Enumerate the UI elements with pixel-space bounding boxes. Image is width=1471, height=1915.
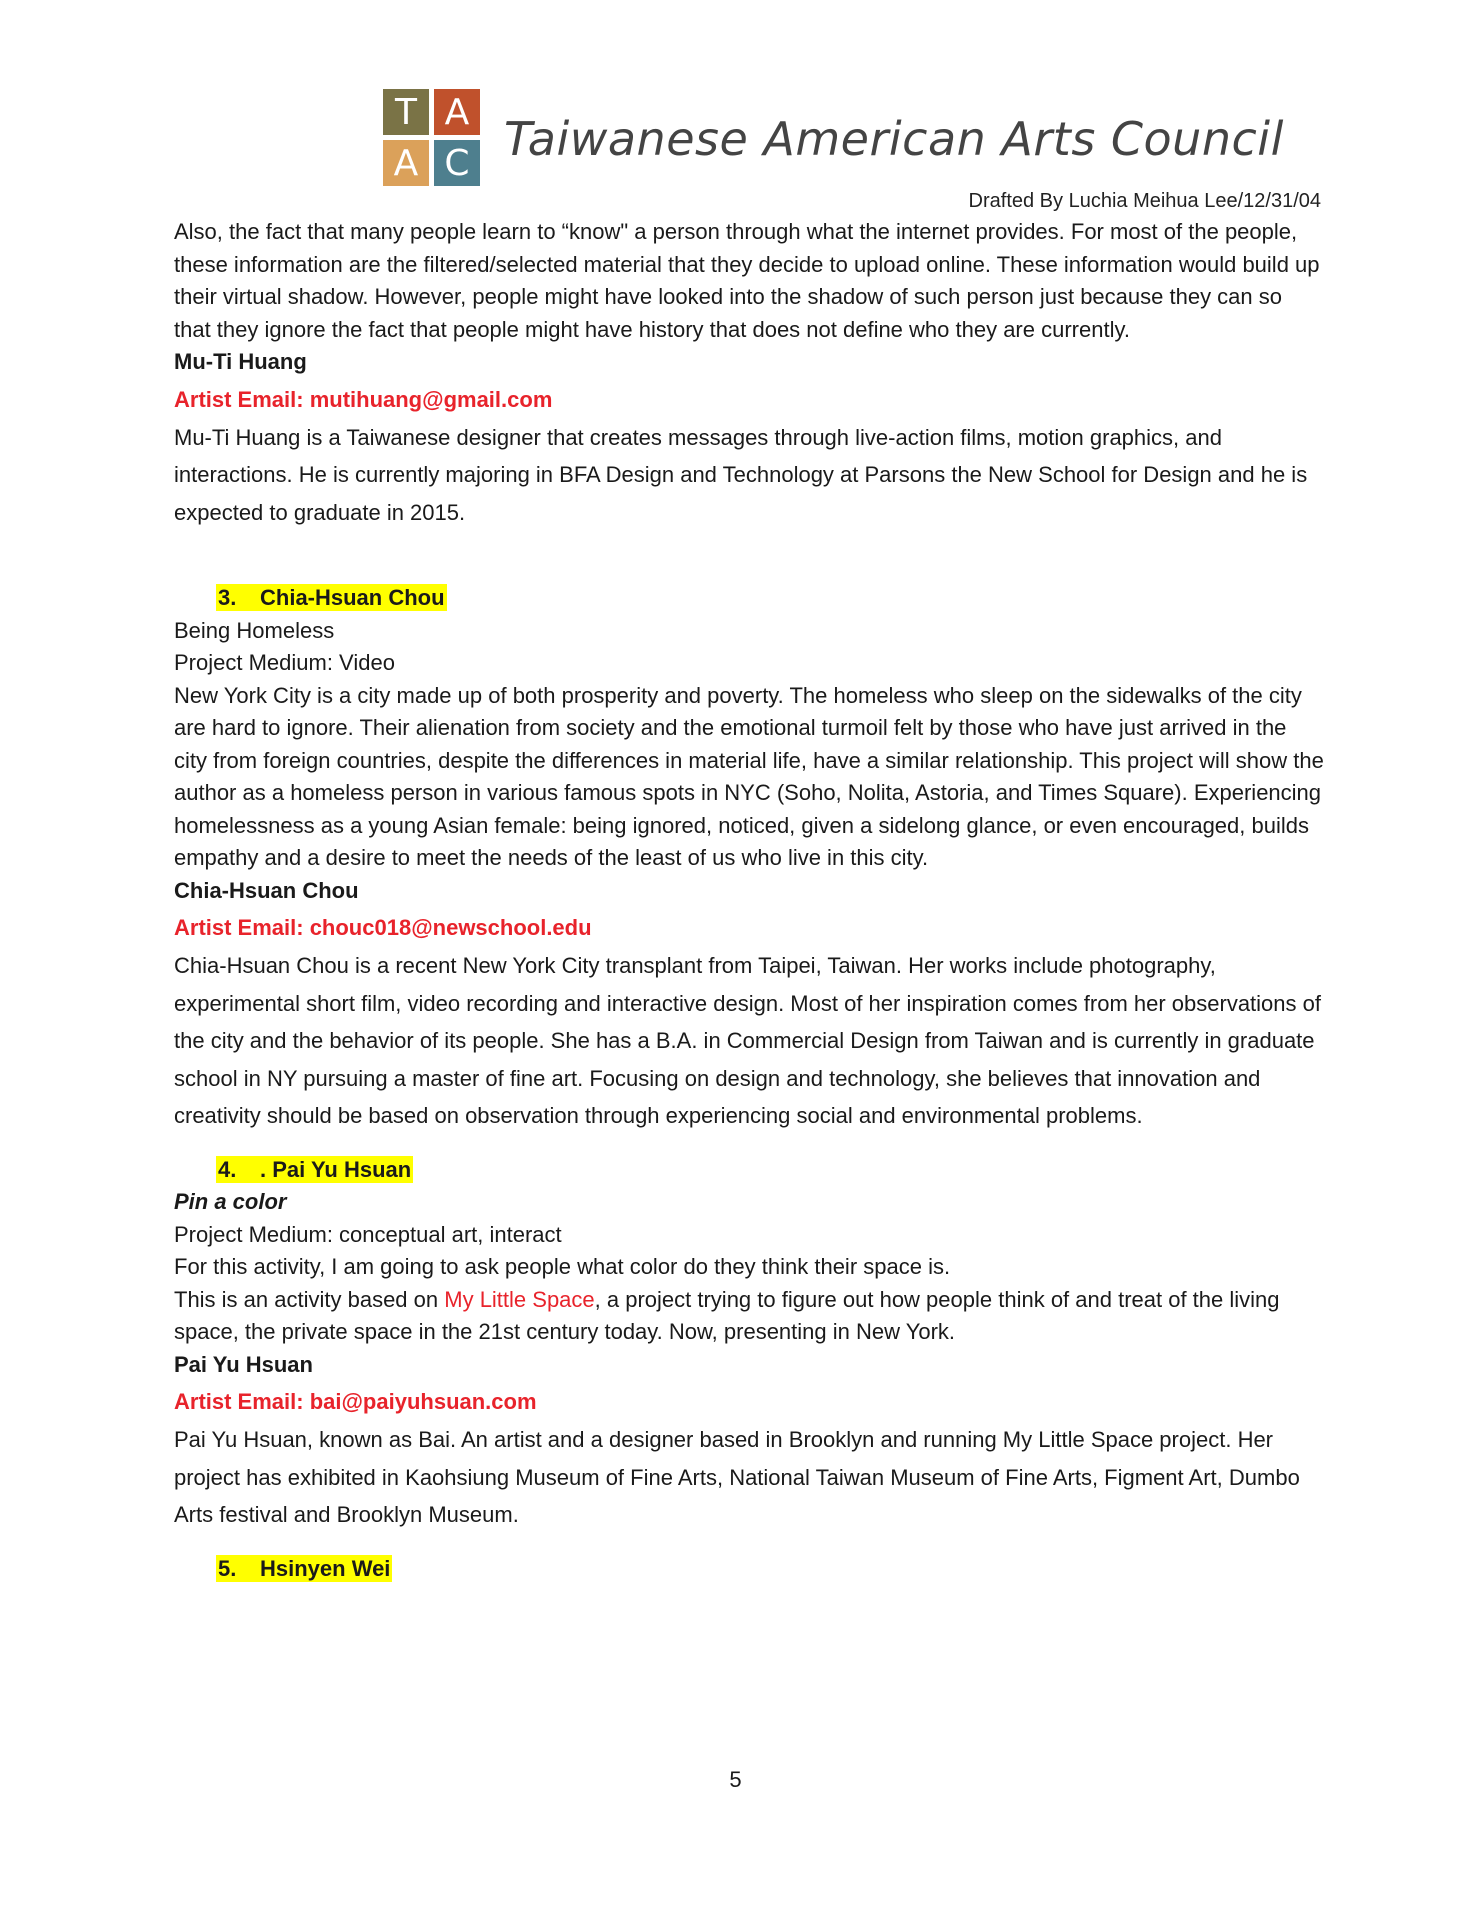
artist-name: Mu-Ti Huang bbox=[174, 349, 307, 374]
artist-bio: Mu-Ti Huang is a Taiwanese designer that creates messages through live-action films, motion graphics, and interactions. He is currently majoring in BFA Design and Technology at Parsons the New School for Design and he is expected to graduate in 2015. bbox=[174, 424, 1308, 525]
entry-highlight: 5. Hsinyen Wei bbox=[218, 1555, 391, 1581]
project-medium: Project Medium: conceptual art, interact bbox=[174, 1221, 562, 1247]
project-description: This is an activity based on My Little Space, a project trying to figure out how people think of and treat of the living space, the private space in the 21st century today. Now, presenting in New York. bbox=[174, 1286, 1280, 1344]
entry-highlight: 4. . Pai Yu Hsuan bbox=[218, 1156, 412, 1182]
taac-logo bbox=[383, 89, 480, 186]
activity-line: For this activity, I am going to ask people what color do they think their space is. bbox=[174, 1254, 951, 1279]
artist-name: Chia-Hsuan Chou bbox=[174, 877, 359, 903]
organization-name: Taiwanese American Arts Council bbox=[504, 112, 1284, 166]
drafted-by-line: Drafted By Luchia Meihua Lee/12/31/04 bbox=[968, 190, 1321, 212]
artist-email: Artist Email: mutihuang@gmail.com bbox=[174, 386, 553, 412]
entry-heading-3 bbox=[216, 582, 1324, 615]
entry-heading-4 bbox=[216, 1154, 1324, 1187]
project-title: Pin a color bbox=[174, 1189, 287, 1214]
logo-tile-a2: A bbox=[383, 140, 429, 186]
intro-paragraph: Also, the fact that many people learn to “know" a person through what the internet provides. For most of the people, these information are the filtered/selected material that they decide to upload online. These information would build up their virtual shadow. However, people might have looked into the shadow of such person just because they can so that they ignore the fact that people might have history that does not define who they are currently. bbox=[174, 219, 1320, 342]
artist-email: Artist Email: bai@paiyuhsuan.com bbox=[174, 1389, 537, 1414]
logo-tile-a1: A bbox=[434, 89, 480, 135]
entry-highlight: 3. Chia-Hsuan Chou bbox=[218, 585, 445, 610]
artist-bio: Chia-Hsuan Chou is a recent New York City transplant from Taipei, Taiwan. Her works include photography, experimental short film, video recording and interactive design. Most of her inspiration comes from her observations of the city and the behavior of its people. She has a B.A. in Commercial Design from Taiwan and is currently in graduate school in NY pursuing a master of fine art. Focusing on design and technology, she believes that innovation and creativity should be based on observation through experiencing social and environmental problems. bbox=[174, 953, 1321, 1128]
logo-tile-t: T bbox=[383, 89, 429, 135]
entry-heading-5 bbox=[216, 1553, 1324, 1586]
document-body bbox=[174, 216, 1324, 1585]
artist-bio: Pai Yu Hsuan, known as Bai. An artist and a designer based in Brooklyn and running My Little Space project. Her project has exhibited in Kaohsiung Museum of Fine Arts, National Taiwan Museum of Fine Arts, Figment Art, Dumbo Arts festival and Brooklyn Museum. bbox=[174, 1427, 1300, 1527]
page-number: 5 bbox=[729, 1767, 742, 1792]
artist-name: Pai Yu Hsuan bbox=[174, 1351, 313, 1377]
project-description: New York City is a city made up of both prosperity and poverty. The homeless who sleep on the sidewalks of the city are hard to ignore. Their alienation from society and the emotional turmoil felt by those who have just arrived in the city from foreign countries, despite the differences in material life, have a similar relationship. This project will show the author as a homeless person in various famous spots in NYC (Soho, Nolita, Astoria, and Times Square). Experiencing homelessness as a young Asian female: being ignored, noticed, given a sidelong glance, or even encouraged, builds empathy and a desire to meet the needs of the least of us who live in this city. bbox=[174, 682, 1324, 870]
artist-email: Artist Email: chouc018@newschool.edu bbox=[174, 915, 592, 940]
project-medium: Project Medium: Video bbox=[174, 650, 395, 675]
my-little-space-link[interactable]: My Little Space bbox=[444, 1286, 595, 1312]
project-title: Being Homeless bbox=[174, 617, 335, 643]
logo-tile-c: C bbox=[434, 140, 480, 186]
